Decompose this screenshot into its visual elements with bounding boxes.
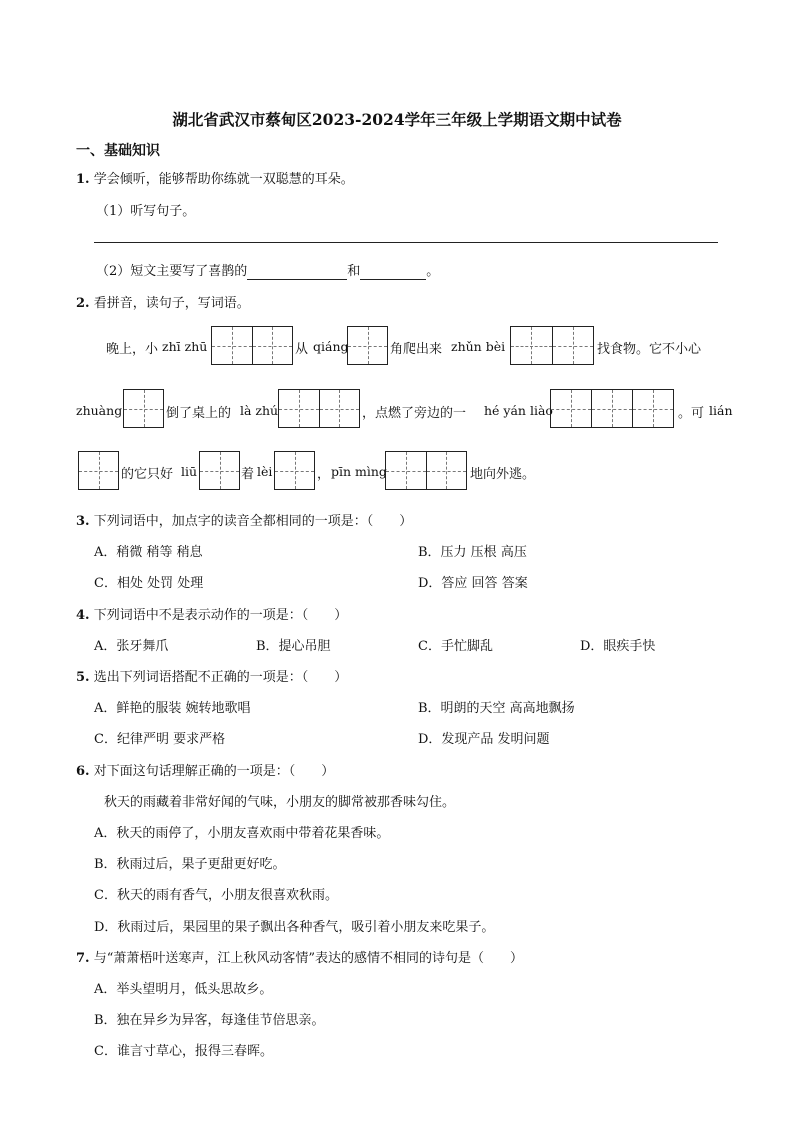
pinyin: là zhú (240, 403, 279, 418)
option-a[interactable]: A．张牙舞爪 (94, 639, 169, 654)
answer-blank[interactable] (247, 264, 347, 280)
question-number: 6. (76, 764, 90, 779)
answer-line[interactable] (94, 242, 718, 243)
question-number: 4. (76, 608, 90, 623)
sentence-text: ，点燃了旁边的一 (362, 406, 467, 421)
option-c[interactable]: C．相处 处罚 处理 (94, 576, 204, 591)
question-number: 1. (76, 172, 90, 187)
option-b[interactable]: B．明朗的天空 高高地飘扬 (418, 701, 575, 716)
sentence-text: ， (317, 467, 331, 482)
writing-grid[interactable] (78, 451, 119, 490)
writing-grid[interactable] (123, 389, 164, 428)
sentence-text: 找食物。它不小心 (597, 342, 702, 357)
writing-grid[interactable] (385, 451, 467, 490)
sentence-text: 从 (295, 342, 309, 357)
writing-grid[interactable] (510, 326, 594, 365)
question-number: 3. (76, 514, 90, 529)
question-number: 7. (76, 951, 90, 966)
sub2-text-a: （2）短文主要写了喜鹊的 (96, 264, 248, 279)
sentence-text: 着 (241, 467, 255, 482)
option-b[interactable]: B．独在异乡为异客，每逢佳节倍思亲。 (94, 1013, 325, 1028)
writing-grid[interactable] (347, 326, 388, 365)
option-d[interactable]: D．答应 回答 答案 (418, 576, 528, 591)
question-text: 选出下列词语搭配不正确的一项是：（ ） (93, 670, 348, 685)
sentence-text: 倒了桌上的 (166, 406, 232, 421)
quoted-sentence: 秋天的雨藏着非常好闻的气味，小朋友的脚常被那香味勾住。 (104, 795, 456, 810)
sentence-text: 地向外逃。 (470, 467, 536, 482)
question-text: 下列词语中，加点字的读音全都相同的一项是：（ ） (93, 514, 413, 529)
q1-sub2 (96, 260, 439, 280)
option-b[interactable]: B．压力 压根 高压 (418, 545, 527, 560)
option-d[interactable]: D．发现产品 发明问题 (418, 732, 550, 747)
question-text: 看拼音，读句子，写词语。 (93, 296, 250, 311)
writing-grid[interactable] (199, 451, 240, 490)
pinyin: zhī zhū (162, 339, 208, 354)
sub2-text-c: 。 (426, 264, 440, 279)
pinyin: zhuàng (76, 403, 123, 418)
pinyin: hé yán liào (484, 403, 553, 418)
pinyin: lián (709, 403, 733, 418)
sentence-text: 角爬出来 (390, 342, 443, 357)
q1-sub1: （1）听写句子。 (96, 204, 196, 219)
question-number: 5. (76, 670, 90, 685)
writing-grid[interactable] (211, 326, 293, 365)
pinyin: zhǔn bèi (451, 339, 506, 354)
option-d[interactable]: D．秋雨过后，果园里的果子飘出各种香气，吸引着小朋友来吃果子。 (94, 920, 495, 935)
question-number: 2. (76, 296, 90, 311)
question-text: 学会倾听，能够帮助你练就一双聪慧的耳朵。 (93, 172, 354, 187)
sub2-text-b: 和 (347, 264, 361, 279)
exam-title: 湖北省武汉市蔡甸区2023-2024学年三年级上学期语文期中试卷 (172, 110, 622, 129)
sentence-text: 。可 (678, 406, 705, 421)
sentence-text: 晚上，小 (106, 342, 159, 357)
writing-grid[interactable] (278, 389, 360, 428)
option-a[interactable]: A．秋天的雨停了，小朋友喜欢雨中带着花果香味。 (94, 826, 390, 841)
question-text: 对下面这句话理解正确的一项是：（ ） (93, 764, 335, 779)
question-2 (76, 292, 250, 311)
question-1 (76, 168, 354, 187)
option-a[interactable]: A．举头望明月，低头思故乡。 (94, 982, 273, 997)
writing-grid[interactable] (550, 389, 674, 428)
question-text: 与“萧萧梧叶送寒声，江上秋风动客情”表达的感情不相同的诗句是（ ） (93, 951, 524, 966)
question-5 (76, 666, 347, 685)
option-c[interactable]: C．纪律严明 要求严格 (94, 732, 226, 747)
option-c[interactable]: C．秋天的雨有香气，小朋友很喜欢秋雨。 (94, 888, 338, 903)
pinyin: liū (181, 464, 198, 479)
question-text: 下列词语中不是表示动作的一项是：（ ） (93, 608, 348, 623)
option-b[interactable]: B．提心吊胆 (256, 639, 331, 654)
pinyin: pīn mìng (331, 464, 387, 479)
answer-blank[interactable] (360, 264, 426, 280)
pinyin: qiáng (313, 339, 349, 354)
option-c[interactable]: C．手忙脚乱 (418, 639, 493, 654)
option-b[interactable]: B．秋雨过后，果子更甜更好吃。 (94, 857, 286, 872)
sentence-text: 的它只好 (121, 467, 174, 482)
question-4 (76, 604, 347, 623)
option-d[interactable]: D．眼疾手快 (580, 639, 656, 654)
writing-grid[interactable] (274, 451, 315, 490)
question-6 (76, 760, 334, 779)
section-heading: 一、基础知识 (76, 143, 160, 159)
option-c[interactable]: C．谁言寸草心，报得三春晖。 (94, 1044, 273, 1059)
question-3 (76, 510, 412, 529)
option-a[interactable]: A．稍微 稍等 稍息 (94, 545, 203, 560)
pinyin: lèi (257, 464, 273, 479)
question-7 (76, 947, 523, 966)
option-a[interactable]: A．鲜艳的服装 婉转地歌唱 (94, 701, 251, 716)
